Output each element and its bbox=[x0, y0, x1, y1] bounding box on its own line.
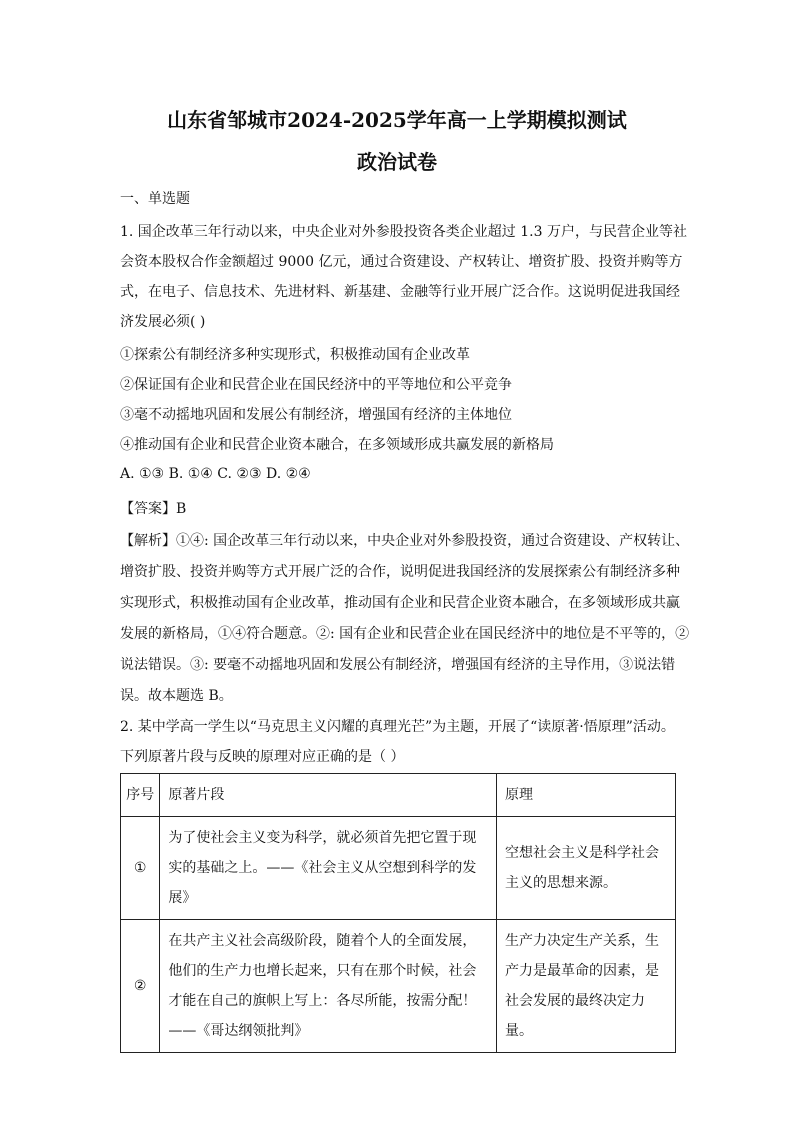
table-cell-no: ② bbox=[121, 920, 160, 1053]
table-cell-excerpt: 为了使社会主义变为科学，就必须首先把它置于现实的基础之上。——《社会主义从空想到科学的发展》 bbox=[160, 817, 497, 920]
table-row bbox=[121, 920, 676, 1053]
table-header-row bbox=[121, 774, 676, 817]
q1-analysis-line: 误。故本题选 B。 bbox=[120, 688, 233, 704]
q1-analysis-line: 说法错误。③: 要毫不动摇地巩固和发展公有制经济，增强国有经济的主导作用，③说法错 bbox=[120, 657, 676, 673]
q1-option: ②保证国有企业和民营企业在国民经济中的平等地位和公平竞争 bbox=[120, 377, 512, 393]
page-subtitle: 政治试卷 bbox=[357, 150, 437, 174]
q1-option: ①探索公有制经济多种实现形式，积极推动国有企业改革 bbox=[120, 347, 470, 363]
table-header-cell: 原著片段 bbox=[160, 774, 497, 817]
table-cell-principle: 空想社会主义是科学社会主义的思想来源。 bbox=[497, 817, 676, 920]
q2-stem-line: 2. 某中学高一学生以“马克思主义闪耀的真理光芒”为主题，开展了“读原著·悟原理”活动。 bbox=[120, 719, 675, 735]
q1-option: ④推动国有企业和民营企业资本融合，在多领域形成共赢发展的新格局 bbox=[120, 437, 554, 453]
q1-stem-line: 济发展必须( ) bbox=[120, 314, 206, 330]
table-row bbox=[121, 817, 676, 920]
q1-analysis-line: 【解析】①④: 国企改革三年行动以来，中央企业对外参股投资，通过合资建设、产权转让、 bbox=[120, 533, 690, 549]
section-heading: 一、单选题 bbox=[120, 191, 190, 207]
table-header-cell: 原理 bbox=[497, 774, 676, 817]
q1-option: ③毫不动摇地巩固和发展公有制经济，增强国有经济的主体地位 bbox=[120, 407, 512, 423]
q2-table bbox=[120, 773, 676, 1053]
table-cell-principle: 生产力决定生产关系，生产力是最革命的因素，是社会发展的最终决定力量。 bbox=[497, 920, 676, 1053]
table-cell-no: ① bbox=[121, 817, 160, 920]
table-header-cell: 序号 bbox=[121, 774, 160, 817]
table-cell-excerpt: 在共产主义社会高级阶段，随着个人的全面发展，他们的生产力也增长起来，只有在那个时候，社会才能在自己的旗帜上写上：各尽所能，按需分配！——《哥达纲领批判》 bbox=[160, 920, 497, 1053]
q1-analysis-line: 发展的新格局，①④符合题意。②: 国有企业和民营企业在国民经济中的地位是不平等的，② bbox=[120, 626, 690, 642]
q1-stem-line: 式，在电子、信息技术、先进材料、新基建、金融等行业开展广泛合作。这说明促进我国经 bbox=[120, 284, 680, 300]
page-title: 山东省邹城市2024-2025学年高一上学期模拟测试 bbox=[167, 108, 627, 132]
q1-stem-line: 会资本股权合作金额超过 9000 亿元，通过合资建设、产权转让、增资扩股、投资并购等方 bbox=[120, 254, 683, 270]
q1-stem-line: 1. 国企改革三年行动以来，中央企业对外参股投资各类企业超过 1.3 万户，与民营企业等社 bbox=[120, 224, 687, 240]
q1-choices: A. ①③ B. ①④ C. ②③ D. ②④ bbox=[120, 466, 311, 482]
q1-analysis-line: 增资扩股、投资并购等方式开展广泛的合作，说明促进我国经济的发展探索公有制经济多种 bbox=[120, 564, 680, 580]
q2-stem-line: 下列原著片段与反映的原理对应正确的是（ ） bbox=[120, 749, 405, 765]
q1-analysis-line: 实现形式，积极推动国有企业改革，推动国有企业和民营企业资本融合，在多领域形成共赢 bbox=[120, 595, 680, 611]
q1-answer: 【答案】B bbox=[120, 501, 187, 517]
